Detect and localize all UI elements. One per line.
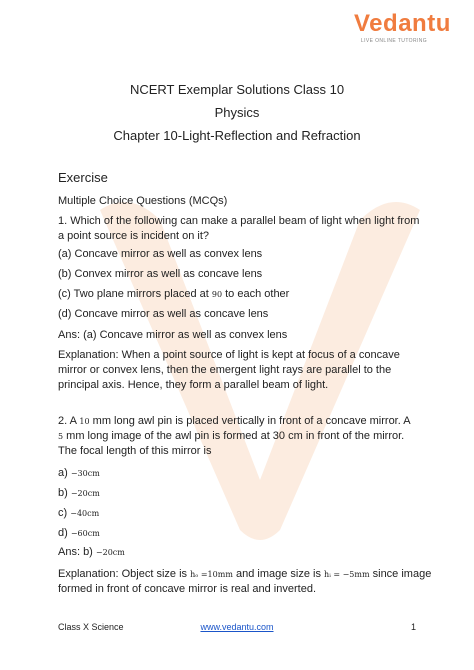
option-label: c)	[58, 507, 68, 519]
question-1-option-c	[58, 287, 289, 302]
question-2-answer	[58, 545, 125, 560]
option-label: d)	[58, 527, 68, 539]
subject-title: Physics	[214, 105, 260, 120]
object-size-value: hₒ =10mm	[190, 570, 233, 579]
footer-website-link[interactable]: www.vedantu.com	[200, 622, 274, 632]
explanation-label: Explanation:	[58, 349, 119, 361]
q2-text-2: mm long image of the awl pin is formed at 30 cm in front of the mirror.	[66, 430, 405, 442]
option-value: −40cm	[70, 509, 100, 518]
explanation-text: When a point source of light is kept at focus of a concave mirror or convex lens, then the emergent light rays are parallel to the principal axis. Hence, they form a parallel beam of light.	[58, 349, 400, 391]
question-1-option-d: (d) Concave mirror as well as concave lens	[58, 308, 269, 320]
question-2-option-a	[58, 466, 100, 481]
question-1-option-b: (b) Convex mirror as well as concave lens	[58, 268, 263, 280]
option-label: b)	[58, 487, 68, 499]
answer-value: −20cm	[95, 548, 125, 557]
vedantu-logo	[354, 10, 451, 44]
question-1-explanation	[58, 348, 428, 393]
option-c-prefix: (c) Two plane mirrors placed at	[58, 288, 209, 300]
image-size-value: hᵢ = −5mm	[324, 570, 370, 579]
question-2-line-2	[58, 429, 404, 444]
question-1: 1. Which of the following can make a parallel beam of light when light from a point source is incident on it?	[58, 215, 420, 242]
question-2-option-b	[58, 486, 100, 501]
question-2-line-1	[58, 414, 411, 429]
question-1-option-a: (a) Concave mirror as well as convex lens	[58, 248, 263, 260]
angle-value: 90	[211, 290, 223, 299]
question-2-line-3: The focal length of this mirror is	[58, 445, 212, 457]
explanation-text: and image size is	[235, 568, 321, 580]
option-value: −20cm	[70, 489, 100, 498]
footer-class-label: Class X Science	[58, 622, 124, 632]
logo-tagline: LIVE ONLINE TUTORING	[360, 38, 428, 44]
logo-wordmark: Vedantu	[354, 10, 451, 37]
option-label: a)	[58, 467, 68, 479]
document-title: NCERT Exemplar Solutions Class 10	[129, 82, 345, 97]
question-2-explanation-line-2: formed in front of concave mirror is real and inverted.	[58, 583, 317, 595]
explanation-text: Explanation: Object size is	[58, 568, 188, 580]
q2-number: 2. A	[58, 415, 77, 427]
question-2-explanation-line-1	[58, 567, 431, 582]
question-2-option-d	[58, 526, 100, 541]
pin-length-value: 10	[79, 417, 90, 426]
answer-label: Ans: b)	[58, 546, 93, 558]
explanation-text: since image	[372, 568, 432, 580]
option-value: −30cm	[70, 469, 100, 478]
image-length-value: 5	[58, 432, 64, 441]
question-2-option-c	[58, 506, 99, 521]
page-number: 1	[410, 622, 416, 632]
exercise-heading: Exercise	[58, 170, 108, 185]
option-c-suffix: to each other	[225, 288, 290, 300]
chapter-title: Chapter 10-Light-Reflection and Refraction	[113, 128, 361, 143]
q2-text-1: mm long awl pin is placed vertically in front of a concave mirror. A	[92, 415, 411, 427]
question-1-answer: Ans: (a) Concave mirror as well as convex lens	[58, 329, 288, 341]
option-value: −60cm	[70, 529, 100, 538]
mcq-heading: Multiple Choice Questions (MCQs)	[58, 195, 228, 207]
